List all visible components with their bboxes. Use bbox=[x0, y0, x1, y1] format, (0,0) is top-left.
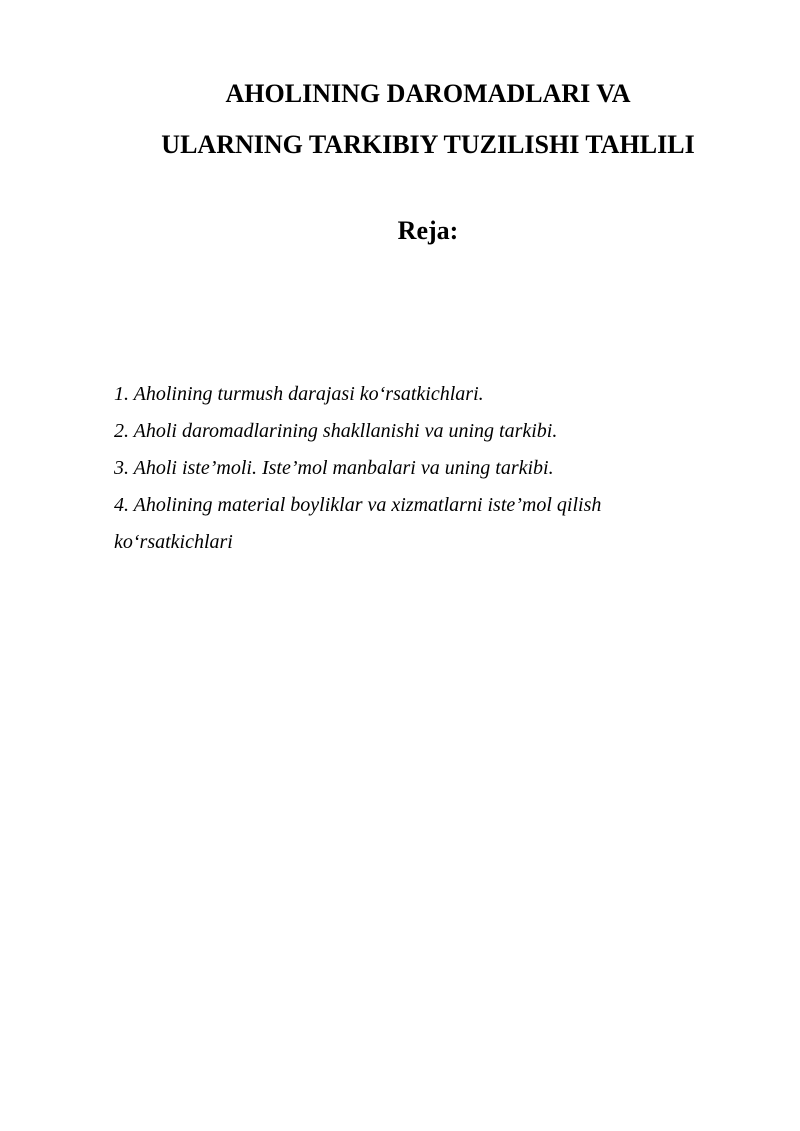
plan-item-2: 2. Aholi daromadlarining shakllanishi va uning tarkibi. bbox=[114, 420, 558, 442]
plan-item-4: 4. Aholining material boyliklar va xizmatlarni iste’mol qilish bbox=[114, 494, 602, 516]
plan-list bbox=[114, 376, 734, 561]
plan-heading: Reja: bbox=[397, 216, 459, 245]
plan-item-1: 1. Aholining turmush darajasi ko‘rsatkichlari. bbox=[114, 383, 484, 405]
plan-item-4-continuation: ko‘rsatkichlari bbox=[114, 531, 233, 553]
document-title-line-1: AHOLINING DAROMADLARI VA bbox=[225, 79, 631, 108]
document-title-line-2: ULARNING TARKIBIY TUZILISHI TAHLILI bbox=[161, 130, 695, 159]
plan-item-3: 3. Aholi iste’moli. Iste’mol manbalari va uning tarkibi. bbox=[114, 457, 554, 479]
